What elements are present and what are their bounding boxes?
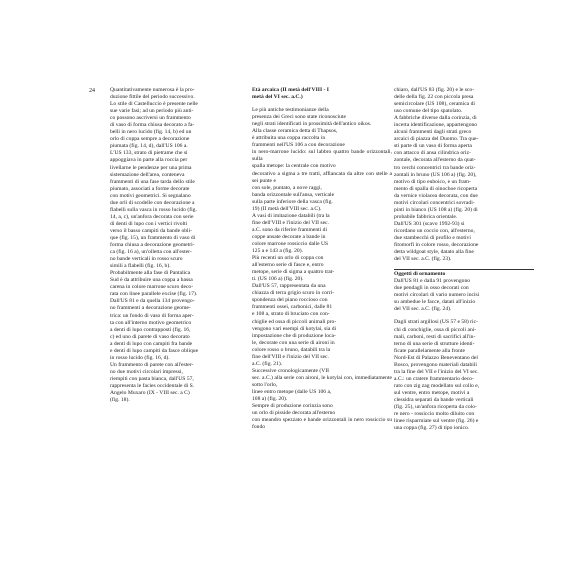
paragraph: Probabilmente alla fase di Pantalica Sud è da attribuire una coppa a bassa carena in colore marrone scuro deco- rata con linee parallele excise (fig. 17). Dall'US 81 e da quella 134 provengo- no frammenti a decorazione geome- trica: un fondo di vaso di forma aper- ta con all'interno motivo geometrico a denti di lupo contrapposti (fig. 16, c) ed uno di parete di vaso decorato a denti di lupo con campiti fra bande e denti di lupo campiti da fasce oblique in rosso lucido (fig. 16, d). bbox=[110, 270, 199, 361]
paragraph: Successive cronologicamente (VII sec. a.C.) alla serie con aironi, le kotylai con, immediatamente sotto l'orlo, linee entro metope (dalle US 106 a, 108 a) (fig. 20). bbox=[252, 367, 392, 403]
paragraph: A vasi di imitazione databili (tra la fine dell'VIII e l'inizio del VII sec. a.C. sono da riferire frammenti di coppe ansate decorate a bande in colore marrone rossiccio dalle US 125 a e 143 a (fig. 20). bbox=[252, 212, 330, 255]
paragraph: A fabbriche diverse dalla corinzia, di incerta identificazione, appartengono alcuni frammenti dagli strati greco arcaici di piazza del Duomo. Tra que- sti parte di un vaso di forma aperta con attacco di ansa cilindrica oriz- zontale, decorata all'esterno da quat- tro cerchi concentrici tra bande oriz- zontali in bruno (US 106 a) (fig. 20), motivo di tipo euboico, e un fram- mento di spalla di oinochoe ricoperta da vernice violacea decorata, con due motivi circolari concentrici sovradi- pinti in bianco (US 108 a) (fig. 20) di probabile fabbrica orientale. bbox=[394, 115, 479, 220]
page-number: 24 bbox=[89, 88, 95, 94]
paragraph: Sempre di produzione corinzia sono un orlo di pisside decorata all'esterno con meandro spezzato e bande orizzontali in nero rossiccio su fondo bbox=[252, 403, 392, 431]
paragraph: Dall'US 57, rappresentata da una chiazza di terra grigio scuro in corri- spondenza del piano roccioso con frammenti ossei, carbonici, dalle 81 e 108 a, strato di bruciato con con- chiglie ed ossa di piccoli animali pro- vengono vari esempi di kotylai, sia di impostazione che di produzione loca- le, decorate con una serie di aironi in colore rosso o bruno, databili tra la fine dell'VIII e l'inizio del VII sec. a.C. (fig. 21). bbox=[252, 283, 337, 367]
paragraph: Le più antiche testimonianze della presenza dei Greci sono state riconosciute negli strati identificati in prossimità dell'antico oikos. Alla classe ceramica detta di Thapsos, è attribuita una coppa raccolta in frammenti nell'US 106 a con decorazione in nero-marrone lucido: sul labbro quattro bande orizzontali, sulla spalla metope: la centrale con motivo decorativo a sigma a tre tratti, affiancata da altre con stelle a sei punte e con sole, puntato, a nove raggi, banda orizzontale sull'ansa, verticale sulla parte inferiore della vasca (fig. 19) (II metà dell'VIII sec. a.C). bbox=[252, 107, 392, 212]
paragraph: Dall'US 301 (scavo 1992-93) si ricordano un coccio con, all'esterno, due stambecchi di profilo e motivi fitomorfi in colore rosso, decorazione detta wildgoat style, datato alla fine del VII sec. a.C. (fig. 23). bbox=[394, 220, 479, 263]
paragraph: Un frammento di parete con all'ester- no due motivi circolari impressi, riempiti con pasta bianca, dall'US 57, rappresenta le facies occidentale di S. Angelo Muxaro (IX - VIII sec. a C) (fig. 18). bbox=[110, 361, 195, 404]
paragraph: Dagli strati argillosi (US 57 e 58) ric- chi di conchiglie, ossa di piccoli ani- mali, carboni, resti di sacrifici all'in- terno di una serie di strutture identi- ficate parallelamente alla fronte Nord-Est di Palazzo Beneventano del Bosco, provengono materiali databili tra la fine del VII e l'inizio del VI sec. a.C.: un cratere frammentario deco- rato con zig zag modellato sul collo e, sul ventre, entro metope, motivi a clessidra separati da bande verticali (fig. 25), un'anfora ricoperta da colo- re nero - rossiccio molto diluito con linee risparmiate sul ventre (fig. 26) e una coppa (fig. 27) di tipo ionico. bbox=[394, 319, 480, 432]
text-column-2 bbox=[252, 87, 392, 431]
paragraph: Più recenti un orlo di coppa con all'esterno serie di fasce e, entro metope, serie di sigma a quattro trat- ti. (US 106 a) (fig. 20). bbox=[252, 255, 335, 283]
section-heading: Età arcaica (II metà dell'VIII - I metà del VI sec. a.C.) bbox=[252, 87, 329, 101]
paragraph: chiaro, dall'US 83 (fig. 20) e le sco- delle della fig. 22 con piccola presa semicircolare (US 108), ceramica di uso comune del tipo spatolato. bbox=[394, 87, 475, 115]
section-subheading: Oggetti di ornamento bbox=[394, 269, 534, 278]
paragraph: Quantitativamente numerosa è la pro- duzione fittile del periodo successivo. Lo stile di Castelluccio è presente nelle sue varie fasi; ad un periodo più anti- co possono ascriversi un frammento di vaso di forma chiusa decorato a fa- belli in nero lucido (fig. 14, b) ed un orlo di coppa sempre a decorazione piumata (fig. 14, d), dall'US 106 a. L'US 133, strato di pietrame che si appoggiava in parte alla roccia per livellarne le pendenze per una prima sistemazione dell'area, conteneva frammenti di una fase tarda dello stile piumato, associati a forme decorate con motivi geometrici. Si segnalano due orli di scodelle con decorazione a flabelli sulla vasca in rosso lucido (fig. 14, a, c), un'anfora decorata con serie di denti di lupo con i vertici rivolti verso il basso campiti da bande obli- que (fig. 15), un frammento di vaso di forma chiusa a decorazione geometri- ca (fig. 16 a), un'olletta con all'ester- no bande verticali in rosso scuro simili a flabelli (fig. 16, b). bbox=[110, 87, 198, 270]
text-column-1 bbox=[110, 87, 250, 404]
paragraph: Dall'US 81 e dalla 91 provengono due pendagli in osso decorati con motivi circolari di vario numero incisi su ambedue le facce, datati all'inizio del VII sec. a.C. (fig. 24). bbox=[394, 278, 480, 313]
text-column-3 bbox=[394, 87, 534, 432]
